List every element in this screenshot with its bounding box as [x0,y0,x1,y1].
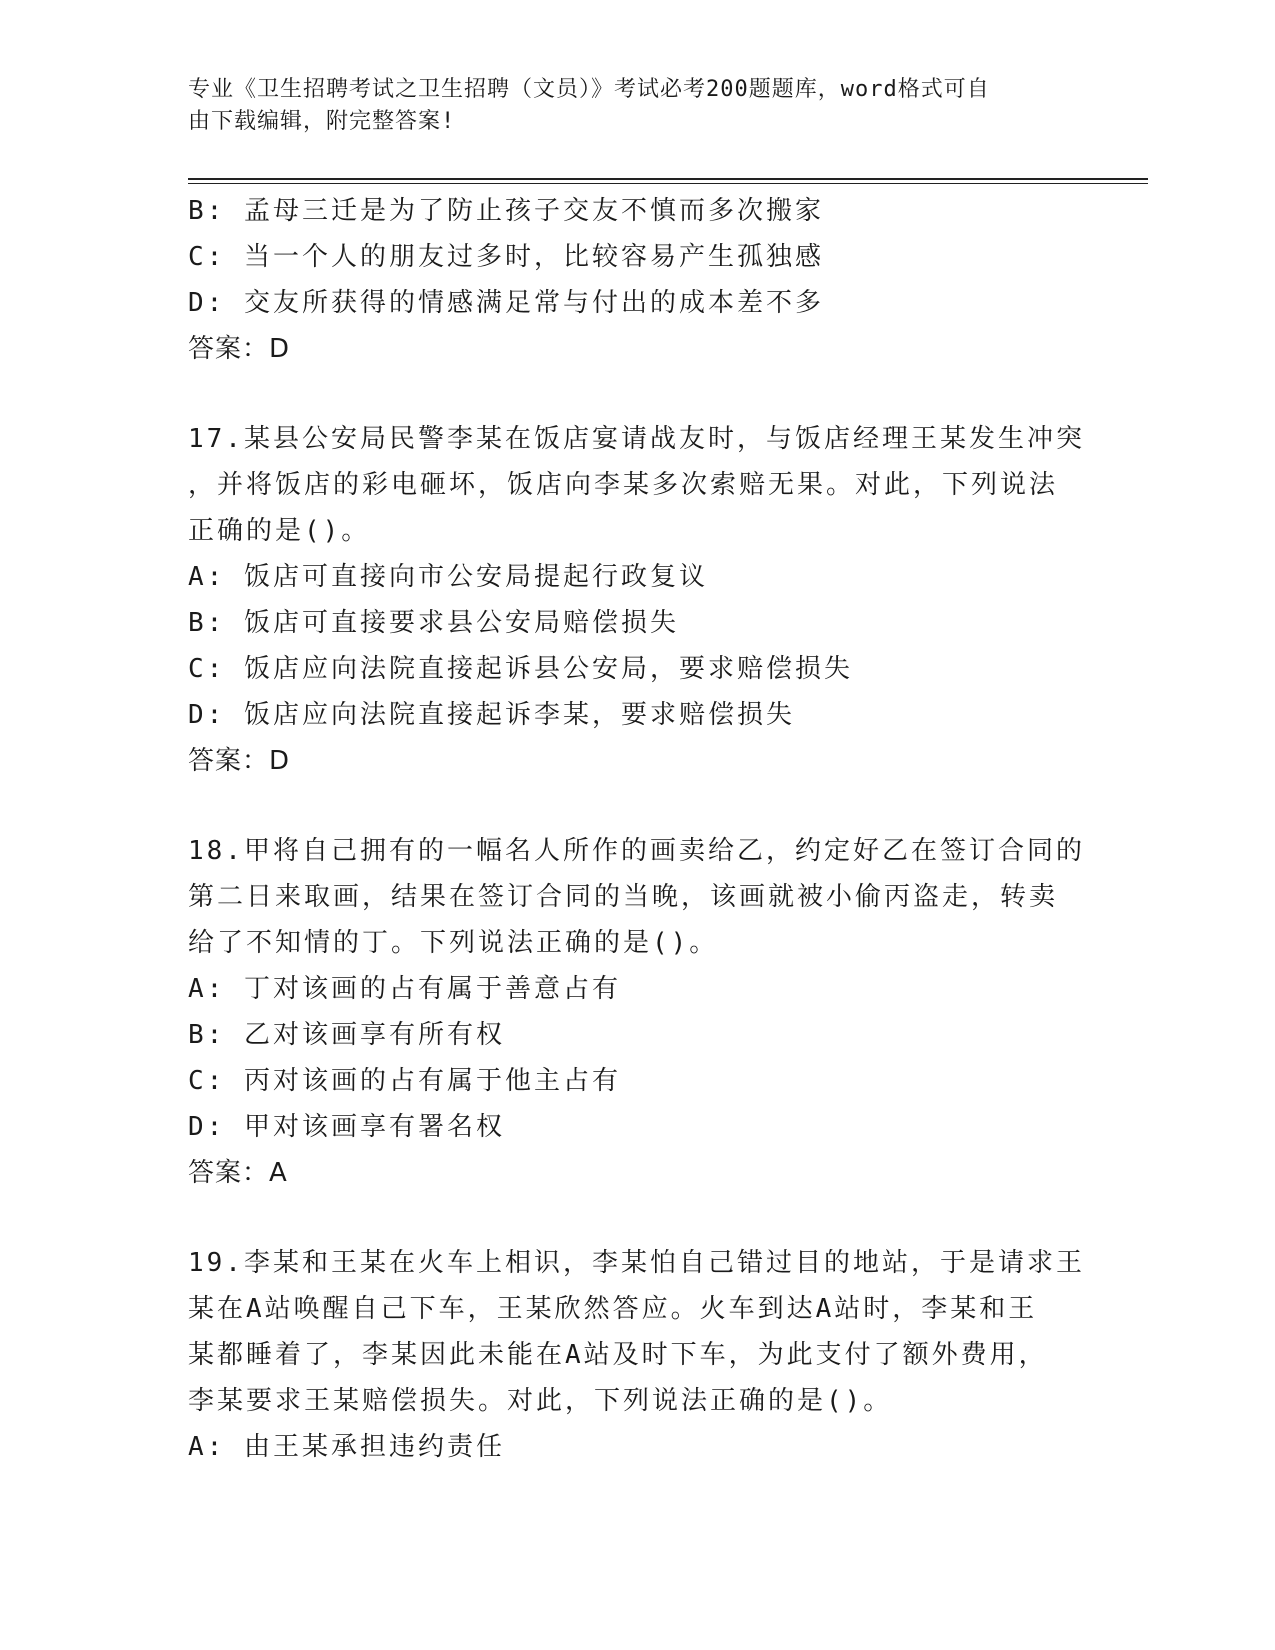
question-stem-line: 第二日来取画，结果在签订合同的当晚，该画就被小偷丙盗走，转卖 [188,882,1059,912]
spacer [188,784,1068,828]
question-stem-line: 某在A站唤醒自己下车，王某欣然答应。火车到达A站时，李某和王 [188,1294,1038,1324]
question-stem-line: 李某要求王某赔偿损失。对此，下列说法正确的是()。 [188,1386,893,1416]
question-stem-line: 某都睡着了，李某因此未能在A站及时下车，为此支付了额外费用， [188,1340,1048,1370]
option-d: D: 甲对该画享有署名权 [188,1112,505,1142]
question-19 [188,1240,1085,1470]
question-stem-line: 正确的是()。 [188,516,371,546]
option-c: C: 饭店应向法院直接起诉县公安局，要求赔偿损失 [188,654,853,684]
answer: 答案：A [188,1158,288,1188]
answer: 答案：D [188,746,291,776]
option-a: A: 丁对该画的占有属于善意占有 [188,974,621,1004]
document-body [188,188,1085,1470]
question-stem-line: 18.甲将自己拥有的一幅名人所作的画卖给乙，约定好乙在签订合同的 [188,836,1085,866]
question-stem-line: 17.某县公安局民警李某在饭店宴请战友时，与饭店经理王某发生冲突 [188,424,1085,454]
header-line-2: 由下载编辑，附完整答案! [188,109,456,134]
option-a: A: 饭店可直接向市公安局提起行政复议 [188,562,708,592]
question-16 [188,188,1068,372]
question-stem-line: 给了不知情的丁。下列说法正确的是()。 [188,928,719,958]
question-stem-line: ，并将饭店的彩电砸坏，饭店向李某多次索赔无果。对此，下列说法 [188,470,1059,500]
question-18 [188,828,1085,1196]
option-d: D: 交友所获得的情感满足常与付出的成本差不多 [188,288,824,318]
option-b: B: 孟母三迁是为了防止孩子交友不慎而多次搬家 [188,196,824,226]
document-header [188,74,1068,138]
option-c: C: 当一个人的朋友过多时，比较容易产生孤独感 [188,242,824,272]
answer: 答案：D [188,334,291,364]
header-line-1: 专业《卫生招聘考试之卫生招聘（文员）》考试必考200题题库，word格式可自 [188,77,990,102]
spacer [188,1196,1068,1240]
question-stem-line: 19.李某和王某在火车上相识，李某怕自己错过目的地站，于是请求王 [188,1248,1085,1278]
option-b: B: 乙对该画享有所有权 [188,1020,505,1050]
header-divider-thick [188,178,1148,180]
option-a: A: 由王某承担违约责任 [188,1432,505,1462]
option-b: B: 饭店可直接要求县公安局赔偿损失 [188,608,679,638]
option-d: D: 饭店应向法院直接起诉李某，要求赔偿损失 [188,700,795,730]
spacer [188,372,1068,416]
option-c: C: 丙对该画的占有属于他主占有 [188,1066,621,1096]
question-17 [188,416,1085,784]
header-divider-thin [188,183,1148,184]
